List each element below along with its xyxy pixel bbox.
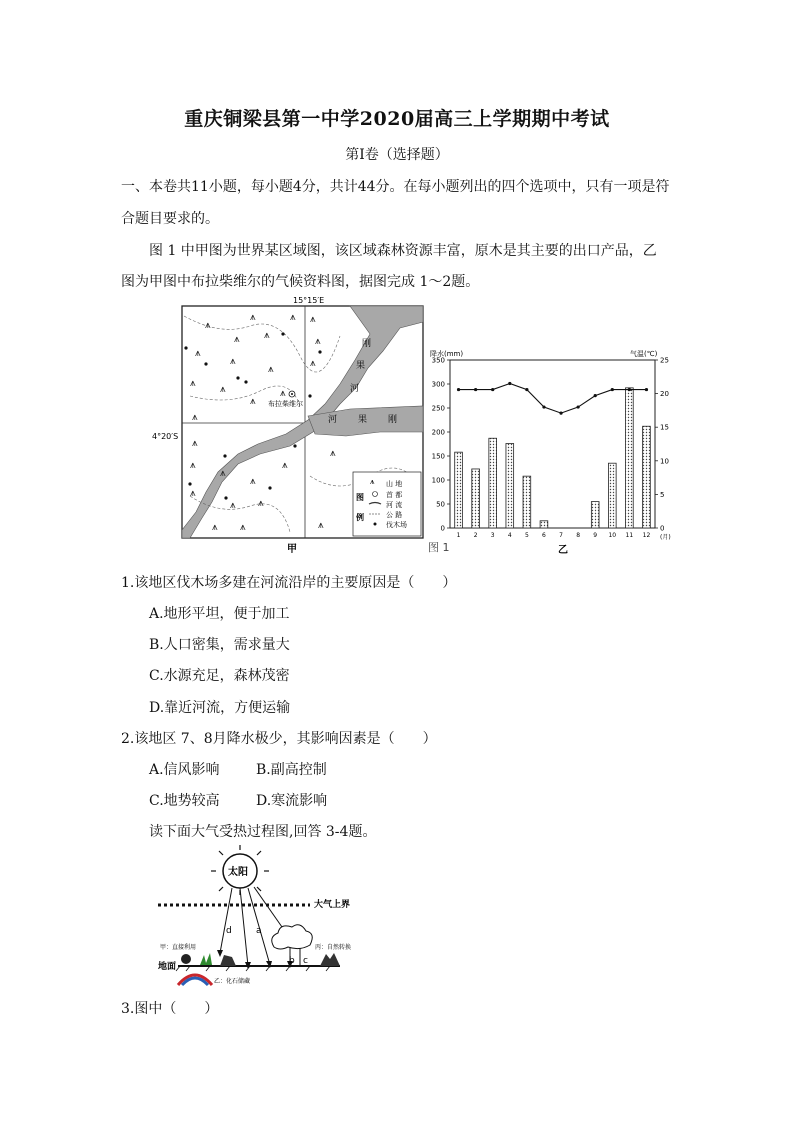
y2-tick-label: 20: [660, 390, 669, 399]
y-tick-label: 350: [431, 356, 445, 365]
y-tick-label: 100: [431, 476, 445, 485]
question-1-option-c[interactable]: C.水源充足，森林茂密: [149, 668, 290, 684]
question-2-option-a[interactable]: A.信风影响: [149, 762, 220, 778]
river-label: 河: [328, 415, 338, 425]
svg-text:⩚: ⩚: [205, 320, 211, 331]
yi-label: 乙：化石储藏: [214, 978, 251, 985]
y-tick-label: 300: [431, 380, 445, 389]
arrow-label-a: a: [256, 926, 262, 936]
svg-text:⩚: ⩚: [230, 356, 236, 367]
river-label: 刚: [388, 415, 398, 425]
x-tick-label: 5: [524, 532, 529, 539]
river-label: 果: [356, 361, 366, 371]
question-2-stem: 2.该地区 7、8月降水极少，其影响因素是（ ）: [121, 731, 437, 747]
svg-text:⩚: ⩚: [310, 358, 316, 369]
longitude-label: 15°15′E: [293, 296, 325, 305]
precip-bar: [626, 388, 634, 528]
temperature-point: [628, 388, 631, 391]
chart-bars: [455, 388, 651, 528]
legend-title: 例: [356, 513, 364, 522]
svg-text:⩚: ⩚: [282, 460, 288, 471]
x-tick-label: 9: [593, 532, 598, 539]
plant-icon: [200, 953, 212, 965]
svg-text:⩚: ⩚: [250, 476, 256, 487]
question-2-option-b[interactable]: B.副高控制: [256, 762, 327, 778]
arrow-label-b: b: [289, 956, 295, 966]
svg-text:⩚: ⩚: [192, 412, 198, 423]
legend-item: 伐木场: [386, 521, 407, 529]
precip-bar: [523, 476, 531, 528]
y-tick-label: 250: [431, 404, 445, 413]
x-tick-label: 11: [625, 532, 634, 539]
legend-item: 山 地: [386, 480, 403, 488]
y2-axis-label: 气温(℃): [630, 350, 658, 358]
y-tick-label: 0: [440, 524, 445, 533]
intro-2: 读下面大气受热过程图,回答 3-4题。: [149, 824, 377, 840]
precip-bar: [643, 426, 651, 528]
temperature-point: [559, 411, 562, 414]
cloud-icon: [272, 925, 313, 949]
temperature-point: [457, 388, 460, 391]
intro-line-1: 图 1 中甲图为世界某区域图，该区域森林资源丰富，原木是其主要的出口产品，乙: [149, 243, 657, 259]
intro-line-2: 图为甲图中布拉柴维尔的气候资料图，据图完成 1～2题。: [121, 274, 480, 290]
temperature-point: [474, 388, 477, 391]
precip-bar: [540, 521, 548, 528]
svg-text:⩚: ⩚: [190, 460, 196, 471]
svg-text:⩚: ⩚: [280, 388, 286, 399]
svg-text:⩚: ⩚: [318, 520, 324, 531]
svg-text:⩚: ⩚: [315, 336, 321, 347]
river-label: 河: [350, 384, 360, 394]
svg-text:⩚: ⩚: [212, 522, 218, 533]
temperature-point: [611, 388, 614, 391]
latitude-label: 4°20′S: [152, 432, 179, 441]
temperature-point: [645, 388, 648, 391]
precip-bar: [455, 452, 463, 528]
bing-label: 丙：自然转换: [315, 944, 352, 951]
y2-tick-label: 25: [660, 356, 669, 365]
y-axis-label: 降水(mm): [430, 350, 464, 358]
x-tick-label: 2: [473, 532, 478, 539]
sun-icon: [211, 845, 269, 895]
arrow-label-d: d: [226, 926, 232, 936]
river-label: 刚: [362, 339, 372, 349]
river-label: 果: [358, 415, 368, 425]
x-tick-label: 8: [576, 532, 581, 539]
svg-text:⩚: ⩚: [220, 384, 226, 395]
question-1-stem: 1.该地区伐木场多建在河流沿岸的主要原因是（ ）: [121, 575, 457, 591]
svg-text:⩚: ⩚: [250, 396, 256, 407]
precip-bar: [506, 444, 514, 528]
svg-text:⩚: ⩚: [310, 314, 316, 325]
temperature-point: [508, 382, 511, 385]
svg-text:⩚: ⩚: [195, 348, 201, 359]
svg-text:⩚: ⩚: [290, 312, 296, 323]
instruction-line-2: 合题目要求的。: [121, 211, 219, 227]
question-1-option-b[interactable]: B.人口密集，需求量大: [149, 637, 290, 653]
temperature-point: [525, 388, 528, 391]
x-tick-label: 12: [642, 532, 651, 539]
pot-icon: [181, 954, 191, 964]
mountain-icon: [320, 953, 340, 966]
svg-text:⩚: ⩚: [220, 468, 226, 479]
legend-item: 公 路: [386, 511, 403, 519]
page-title: 重庆铜梁县第一中学2020届高三上学期期中考试: [184, 108, 610, 130]
legend-item: 河 流: [386, 501, 403, 509]
svg-text:⩚: ⩚: [190, 488, 196, 499]
svg-text:⩚: ⩚: [268, 364, 274, 375]
temperature-point: [542, 405, 545, 408]
y-tick-label: 200: [431, 428, 445, 437]
precip-bar: [608, 463, 616, 528]
precip-bar: [489, 438, 497, 528]
y-tick-label: 50: [436, 500, 445, 509]
y2-tick-label: 15: [660, 423, 669, 432]
precip-bar: [472, 469, 480, 528]
chart-line: [457, 382, 648, 415]
legend-title: 图: [356, 493, 364, 502]
svg-text:⩚: ⩚: [192, 438, 198, 449]
climate-chart: [428, 349, 671, 556]
chart-label: 乙: [558, 545, 568, 556]
svg-text:⩚: ⩚: [370, 477, 375, 486]
svg-text:⩚: ⩚: [264, 330, 270, 341]
ground-label: 地面: [158, 962, 177, 972]
region-map: [152, 296, 423, 555]
atmosphere-top-label: 大气上界: [314, 900, 351, 910]
x-tick-label: 10: [608, 532, 617, 539]
y2-tick-label: 10: [660, 457, 669, 466]
svg-text:⩚: ⩚: [234, 334, 240, 345]
city-label: 布拉柴维尔: [268, 400, 303, 408]
legend-item: 首 都: [386, 491, 403, 499]
svg-text:⩚: ⩚: [258, 498, 264, 509]
x-tick-label: 3: [490, 532, 495, 539]
sun-label: 太阳: [228, 867, 248, 878]
x-tick-label: 7: [559, 532, 563, 539]
jia-label: 甲：直接利用: [160, 944, 197, 951]
y2-tick-label: 0: [660, 524, 665, 533]
svg-text:⩚: ⩚: [230, 500, 236, 511]
x-unit-label: (月): [660, 534, 671, 541]
svg-text:⩚: ⩚: [190, 378, 196, 389]
question-3-stem: 3.图中（ ）: [121, 1001, 219, 1017]
x-tick-label: 1: [456, 532, 461, 539]
rock-icon: [220, 955, 236, 966]
question-1-option-d[interactable]: D.靠近河流，方便运输: [149, 700, 291, 716]
temperature-point: [577, 405, 580, 408]
question-2-option-c[interactable]: C.地势较高: [149, 793, 220, 809]
section-subtitle: 第Ⅰ卷（选择题）: [345, 147, 449, 163]
y-tick-label: 150: [431, 452, 445, 461]
instruction-line-1: 一、本卷共11小题，每小题4分，共计44分。在每小题列出的四个选项中，只有一项是符: [121, 179, 670, 195]
figure-1: [150, 296, 680, 560]
arrow-label-c: c: [303, 956, 308, 966]
temperature-point: [491, 388, 494, 391]
question-1-option-a[interactable]: A.地形平坦，便于加工: [149, 606, 290, 622]
svg-text:⩚: ⩚: [250, 312, 256, 323]
x-tick-label: 6: [542, 532, 546, 539]
figure-2: [150, 845, 380, 990]
question-2-option-d[interactable]: D.寒流影响: [256, 793, 328, 809]
temperature-line: [459, 384, 647, 414]
figure-caption: 图 1: [428, 541, 450, 554]
precip-bar: [591, 502, 599, 528]
svg-text:⩚: ⩚: [330, 448, 336, 459]
temperature-point: [594, 394, 597, 397]
map-label: 甲: [287, 544, 297, 555]
x-tick-label: 4: [507, 532, 512, 539]
plot-frame: [450, 360, 655, 528]
y2-tick-label: 5: [660, 490, 665, 499]
svg-text:⩚: ⩚: [240, 522, 246, 533]
map-legend: [353, 472, 421, 536]
